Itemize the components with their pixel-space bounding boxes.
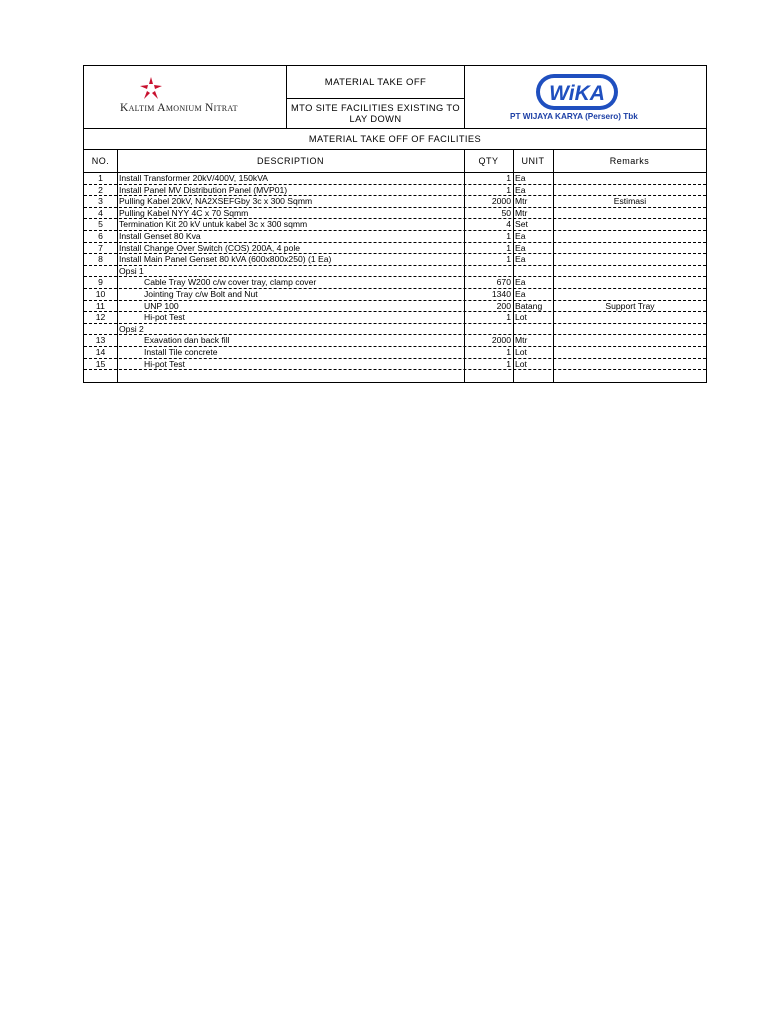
column-header-qty: QTY: [464, 150, 513, 173]
row-qty-cell: 1340: [491, 289, 511, 299]
row-number-cell: 10: [95, 289, 106, 299]
row-number-cell: 14: [95, 347, 106, 357]
row-number-cell: 12: [95, 312, 106, 323]
row-description-cell: Pulling Kabel 20kV, NA2XSEFGby 3c x 300 Sqmm: [119, 196, 313, 207]
row-unit-cell: Lot: [515, 312, 527, 323]
kaltim-logo-cell: [84, 66, 287, 128]
row-number-cell: 11: [96, 300, 105, 311]
row-qty-cell: 2000: [491, 335, 511, 346]
row-unit-cell: Mtr: [515, 335, 528, 346]
kaltim-logo-text: Kaltim Amonium Nitrat: [120, 102, 238, 114]
row-unit-cell: Ea: [515, 184, 526, 195]
row-unit-cell: Lot: [515, 358, 527, 369]
row-qty-cell: 1: [506, 312, 511, 323]
table-row: [84, 266, 706, 278]
row-description-cell: Hi-pot Test: [144, 312, 185, 323]
row-number-cell: 4: [98, 207, 103, 218]
row-description-cell: Hi-pot Test: [144, 358, 185, 369]
table-row: [84, 243, 706, 255]
table-row: [84, 231, 706, 243]
table-row: [84, 173, 706, 185]
column-header-description: DESCRIPTION: [117, 150, 464, 173]
row-qty-cell: 1: [506, 231, 511, 241]
row-qty-cell: 1: [506, 254, 511, 265]
row-description-cell: Pulling Kabel NYY 4C x 70 Sqmm: [119, 207, 249, 218]
row-description-cell: Install Main Panel Genset 80 kVA (600x800x250) (1 Ea): [119, 254, 332, 265]
table-row: [84, 289, 706, 301]
mto-sheet: [83, 65, 707, 383]
row-description-cell: Opsi 1: [119, 265, 144, 276]
row-description-cell: Exavation dan back fill: [144, 335, 230, 346]
row-unit-cell: Lot: [515, 347, 527, 357]
row-unit-cell: Ea: [515, 277, 526, 288]
table-row: [84, 335, 706, 347]
row-description-cell: Install Panel MV Distribution Panel (MVP01): [119, 184, 288, 195]
table-row: [84, 324, 706, 336]
table-row: [84, 312, 706, 324]
row-unit-cell: Ea: [515, 173, 526, 183]
document-subtitle: MTO SITE FACILITIES EXISTING TO LAY DOWN: [287, 99, 465, 128]
row-number-cell: 5: [98, 219, 103, 230]
column-header-unit: UNIT: [513, 150, 553, 173]
table-row: [84, 301, 706, 313]
column-header-remarks: Remarks: [553, 150, 706, 173]
row-number-cell: 6: [98, 231, 103, 241]
row-qty-cell: 50: [501, 207, 511, 218]
row-description-cell: Jointing Tray c/w Bolt and Nut: [144, 289, 258, 299]
row-description-cell: Install Genset 80 Kva: [119, 231, 201, 241]
row-unit-cell: Ea: [515, 242, 526, 253]
row-unit-cell: Ea: [515, 231, 526, 241]
table-row: [84, 277, 706, 289]
items-table: [84, 150, 706, 382]
wika-wordmark: WiKA: [549, 82, 605, 105]
row-number-cell: 2: [98, 184, 103, 195]
wika-logo-icon: [535, 73, 619, 111]
row-number-cell: 1: [98, 173, 103, 183]
row-number-cell: 13: [95, 335, 106, 346]
table-row: [84, 185, 706, 197]
table-row: [84, 359, 706, 371]
wika-logo-cell: [465, 66, 706, 128]
row-qty-cell: 1: [506, 347, 511, 357]
row-description-cell: Install Transformer 20kV/400V, 150kVA: [119, 173, 269, 183]
row-qty-cell: 1: [506, 358, 511, 369]
column-header-no: NO.: [84, 150, 117, 173]
row-unit-cell: Ea: [515, 254, 526, 265]
row-unit-cell: Set: [515, 219, 528, 230]
kaltim-star-logo-icon: [138, 76, 164, 100]
table-row: [84, 208, 706, 220]
row-number-cell: 7: [98, 242, 103, 253]
row-qty-cell: 2000: [491, 196, 511, 207]
row-qty-cell: 200: [496, 300, 511, 311]
row-number-cell: 8: [98, 254, 103, 265]
section-band-title: MATERIAL TAKE OFF OF FACILITIES: [84, 128, 706, 150]
row-remarks-cell: Support Tray: [605, 300, 655, 311]
row-unit-cell: Batang: [515, 300, 543, 311]
document-title: MATERIAL TAKE OFF: [287, 66, 465, 99]
row-remarks-cell: Estimasi: [613, 196, 647, 207]
row-description-cell: Opsi 2: [119, 323, 144, 334]
table-row: [84, 219, 706, 231]
row-description-cell: UNP 100: [144, 300, 179, 311]
row-qty-cell: 670: [496, 277, 511, 288]
row-description-cell: Install Tile concrete: [144, 347, 218, 357]
row-unit-cell: Ea: [515, 289, 526, 299]
row-qty-cell: 1: [506, 184, 511, 195]
table-row: [84, 196, 706, 208]
wika-caption: PT WIJAYA KARYA (Persero) Tbk: [510, 112, 638, 121]
row-number-cell: 3: [98, 196, 103, 207]
row-unit-cell: Mtr: [515, 207, 528, 218]
row-description-cell: Install Change Over Switch (COS) 200A, 4 pole: [119, 242, 301, 253]
row-number-cell: 9: [98, 277, 103, 288]
row-number-cell: 15: [95, 358, 106, 369]
row-unit-cell: Mtr: [515, 196, 528, 207]
row-description-cell: Cable Tray W200 c/w cover tray, clamp cover: [144, 277, 317, 288]
row-qty-cell: 1: [506, 242, 511, 253]
table-row: [84, 347, 706, 359]
table-row: [84, 254, 706, 266]
row-qty-cell: 1: [506, 173, 511, 183]
row-qty-cell: 4: [506, 219, 511, 230]
row-description-cell: Termination Kit 20 kV untuk kabel 3c x 300 sqmm: [119, 219, 308, 230]
